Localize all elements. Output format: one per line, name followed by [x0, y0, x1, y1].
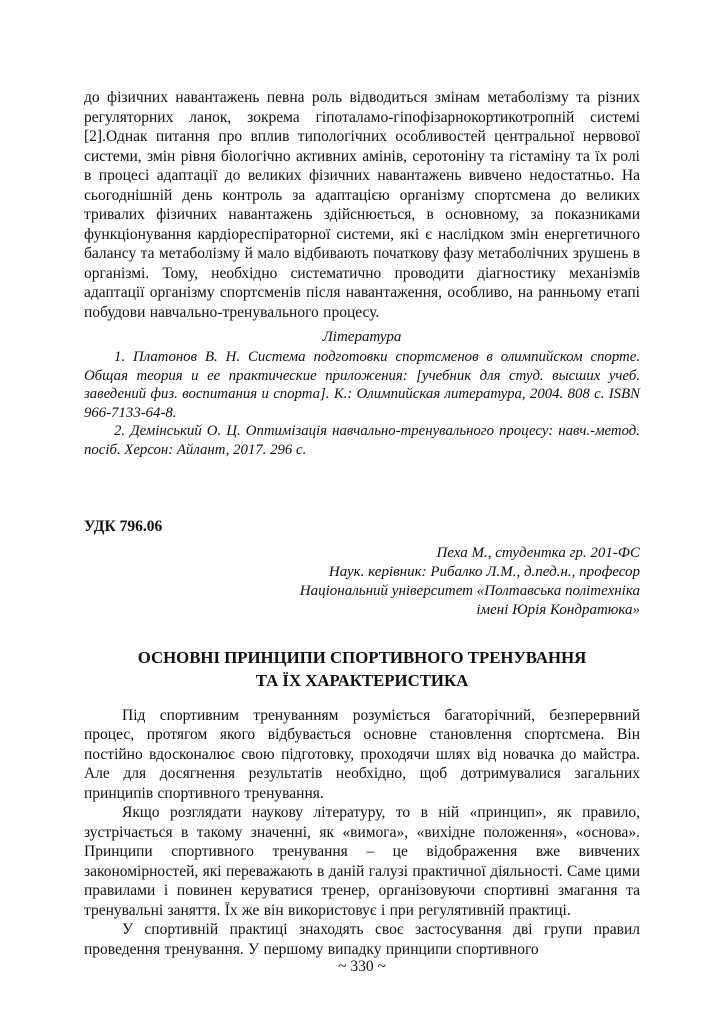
reference-item: 2. Демінський О. Ц. Оптимізація навчально-тренувального процесу: навч.-метод. посіб. Херсон: Айлант, 2017. 296 с.: [84, 423, 640, 458]
article-title-line: ТА ЇХ ХАРАКТЕРИСТИКА: [255, 670, 469, 690]
page-number: ~ 330 ~: [338, 958, 386, 975]
author-line: імені Юрія Кондратюка»: [476, 601, 640, 618]
author-line: Національний університет «Полтавська політехніка: [299, 582, 640, 599]
article-title-line: ОСНОВНІ ПРИНЦИПИ СПОРТИВНОГО ТРЕНУВАННЯ: [137, 647, 587, 667]
article-paragraph: У спортивній практиці знаходять своє застосування дві групи правил проведення тренування. У першому випадку принципи спортивного: [84, 921, 640, 958]
article-paragraph: Під спортивним тренуванням розуміється багаторічний, безперервний процес, протягом якого відбувається основне становлення спортсмена. Він постійно вдосконалює свою підготовку, проходячи шлях від новачка до майстра. Але для досягнення результатів необхідно, щоб дотримувалися загальних принципів спортивного тренування.: [84, 706, 640, 802]
author-line: Пеха М., студентка гр. 201-ФС: [436, 544, 640, 561]
author-line: Наук. керівник: Рибалко Л.М., д.пед.н., професор: [328, 563, 640, 580]
udc-code: УДК 796.06: [84, 517, 163, 535]
continuation-paragraph: до фізичних навантажень певна роль відводиться змінам метаболізму та різних регуляторних ланок, зокрема гіпоталамо-гіпофізарнокортикотропній системі [2].Однак питання про вплив типологічних особливостей центральної нервової системи, змін рівня біологічно активних амінів, серотоніну та гістаміну та їх ролі в процесі адаптації до великих фізичних навантажень вивчено недостатньо. На сьогоднішній день контроль за адаптацією організму спортсмена до великих тривалих фізичних навантажень здійснюється, в основному, за показниками функціонування кардіореспіраторної системи, які є наслідком змін енергетичного балансу та метаболізму й мало відбивають початкову фазу метаболічних зрушень в організмі. Тому, необхідно систематично проводити діагностику механізмів адаптації організму спортсменів після навантаження, особливо, на ранньому етапі побудови навчально-тренувального процесу.: [84, 89, 640, 321]
article-paragraph: Якщо розглядати наукову літературу, то в ній «принцип», як правило, зустрічається в такому значенні, як «вимога», «вихідне положення», «основа». Принципи спортивного тренування – це відображення вже вивчених закономірностей, які переважають в даній галузі практичної діяльності. Саме цими правилами і повинен керуватися тренер, організовуючи спортивні змагання та тренувальні заняття. Їх же він використовує і при регулятивній практиці.: [84, 804, 640, 919]
author-block: [84, 544, 640, 620]
literature-heading: Література: [322, 329, 402, 345]
article-title: [84, 646, 640, 692]
reference-item: 1. Платонов В. Н. Система подготовки спортсменов в олимпийском спорте. Общая теория и ее практические приложения: [учебник для студ. высших учеб. заведений физ. воспитания и спорта]. К.: Олимпийская литература, 2004. 808 с. ISBN 966-7133-64-8.: [84, 349, 640, 421]
